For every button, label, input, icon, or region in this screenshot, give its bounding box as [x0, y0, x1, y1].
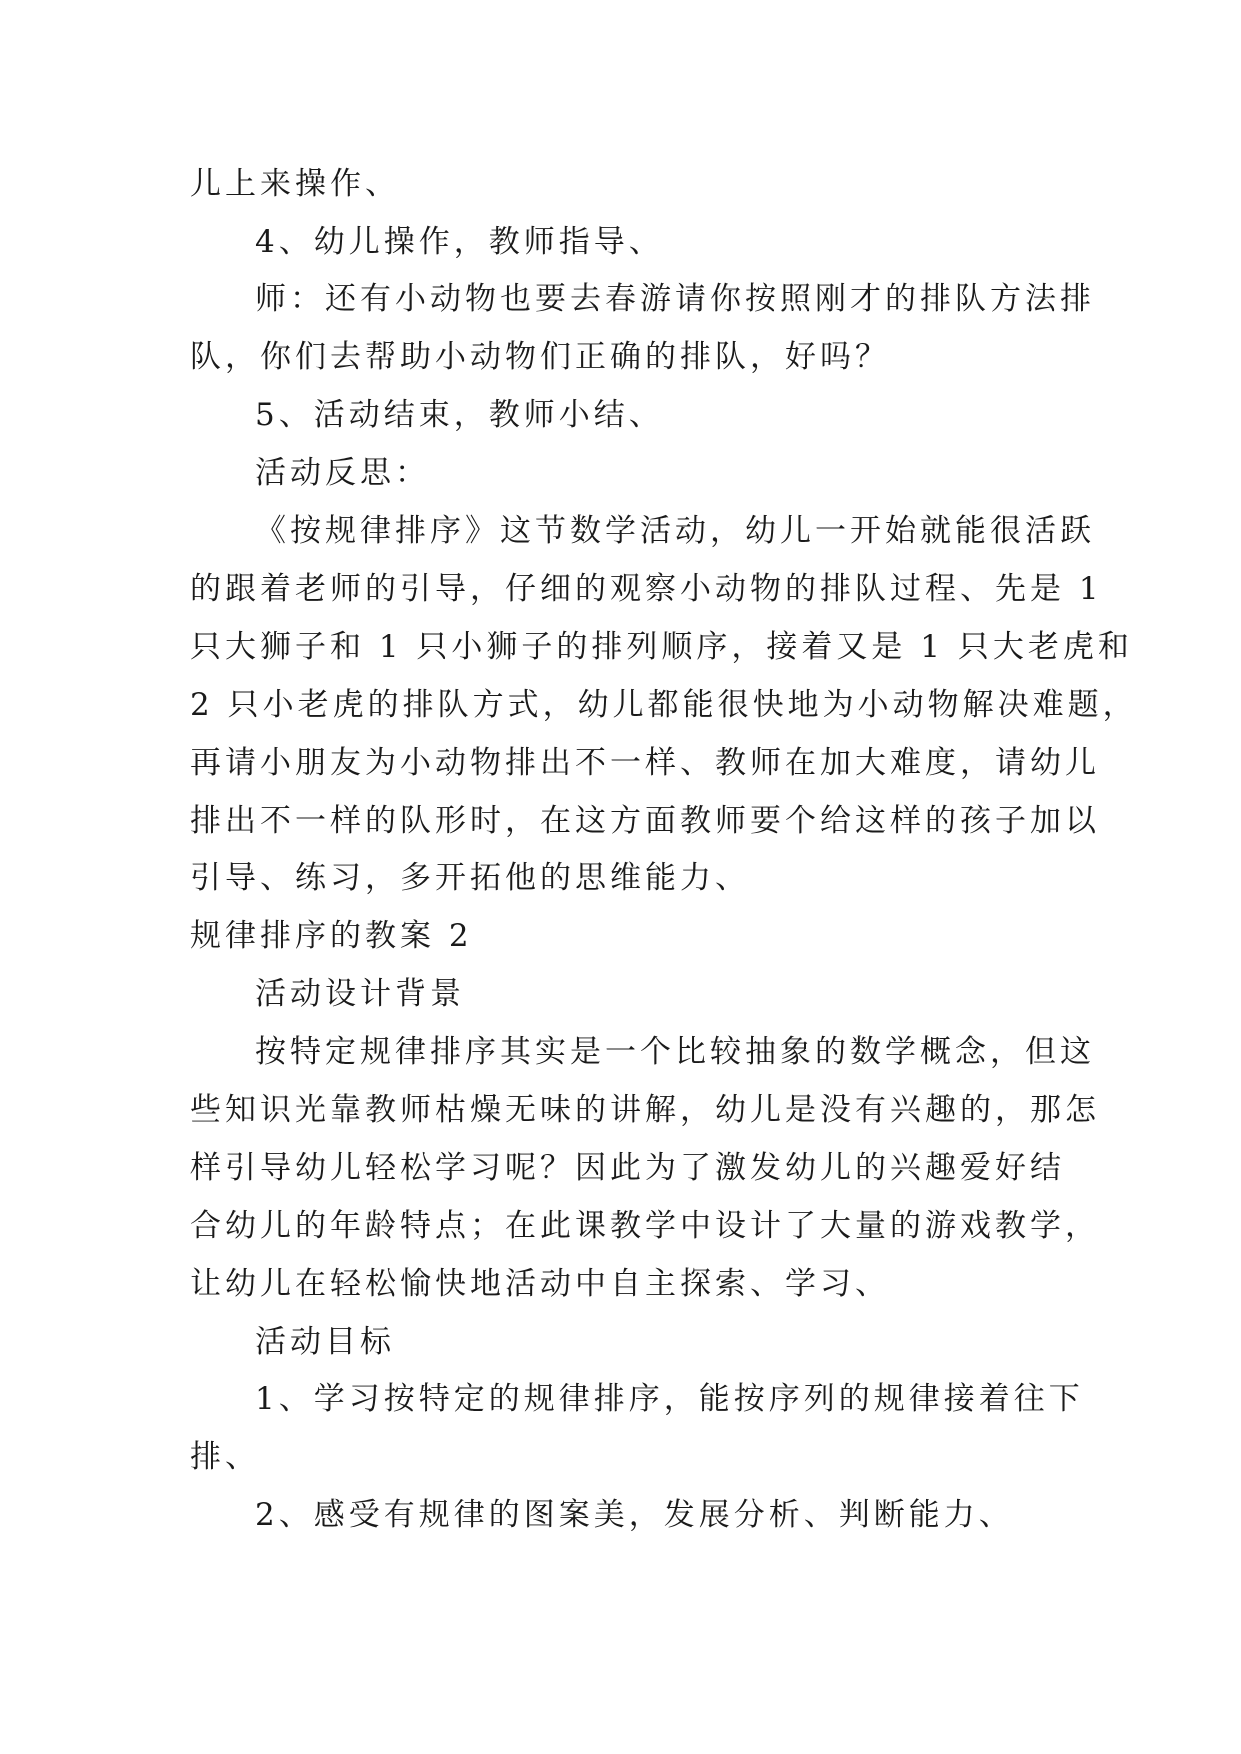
text-line: 1、学习按特定的规律排序，能按序列的规律接着往下: [255, 1381, 1084, 1417]
text-line: 的跟着老师的引导，仔细的观察小动物的排队过程、先是 1: [190, 571, 1103, 607]
text-line: 2 只小老虎的排队方式，幼儿都能很快地为小动物解决难题，: [190, 687, 1138, 723]
text-line: 活动设计背景: [255, 976, 465, 1012]
text-line: 按特定规律排序其实是一个比较抽象的数学概念，但这: [255, 1034, 1095, 1070]
text-line: 队，你们去帮助小动物们正确的排队，好吗？: [190, 339, 890, 375]
section-heading: 规律排序的教案 2: [190, 918, 473, 954]
text-line: 排、: [190, 1439, 260, 1475]
text-line: 排出不一样的队形时，在这方面教师要个给这样的孩子加以: [190, 803, 1100, 839]
text-line: 让幼儿在轻松愉快地活动中自主探索、学习、: [190, 1266, 890, 1302]
text-line: 师：还有小动物也要去春游请你按照刚才的排队方法排: [255, 281, 1095, 317]
text-line: 引导、练习，多开拓他的思维能力、: [190, 860, 750, 896]
text-line: 样引导幼儿轻松学习呢？因此为了激发幼儿的兴趣爱好结: [190, 1150, 1065, 1186]
text-line: 只大狮子和 1 只小狮子的排列顺序，接着又是 1 只大老虎和: [190, 629, 1133, 665]
text-line: 儿上来操作、: [190, 166, 400, 202]
text-line: 2、感受有规律的图案美，发展分析、判断能力、: [255, 1497, 1014, 1533]
text-line: 些知识光靠教师枯燥无味的讲解，幼儿是没有兴趣的，那怎: [190, 1092, 1100, 1128]
text-line: 5、活动结束，教师小结、: [255, 397, 664, 433]
text-line: 活动反思：: [255, 455, 430, 491]
text-line: 活动目标: [255, 1324, 395, 1360]
text-line: 《按规律排序》这节数学活动，幼儿一开始就能很活跃: [255, 513, 1095, 549]
text-line: 4、幼儿操作，教师指导、: [255, 224, 664, 260]
text-line: 再请小朋友为小动物排出不一样、教师在加大难度，请幼儿: [190, 745, 1100, 781]
text-line: 合幼儿的年龄特点；在此课教学中设计了大量的游戏教学，: [190, 1208, 1100, 1244]
